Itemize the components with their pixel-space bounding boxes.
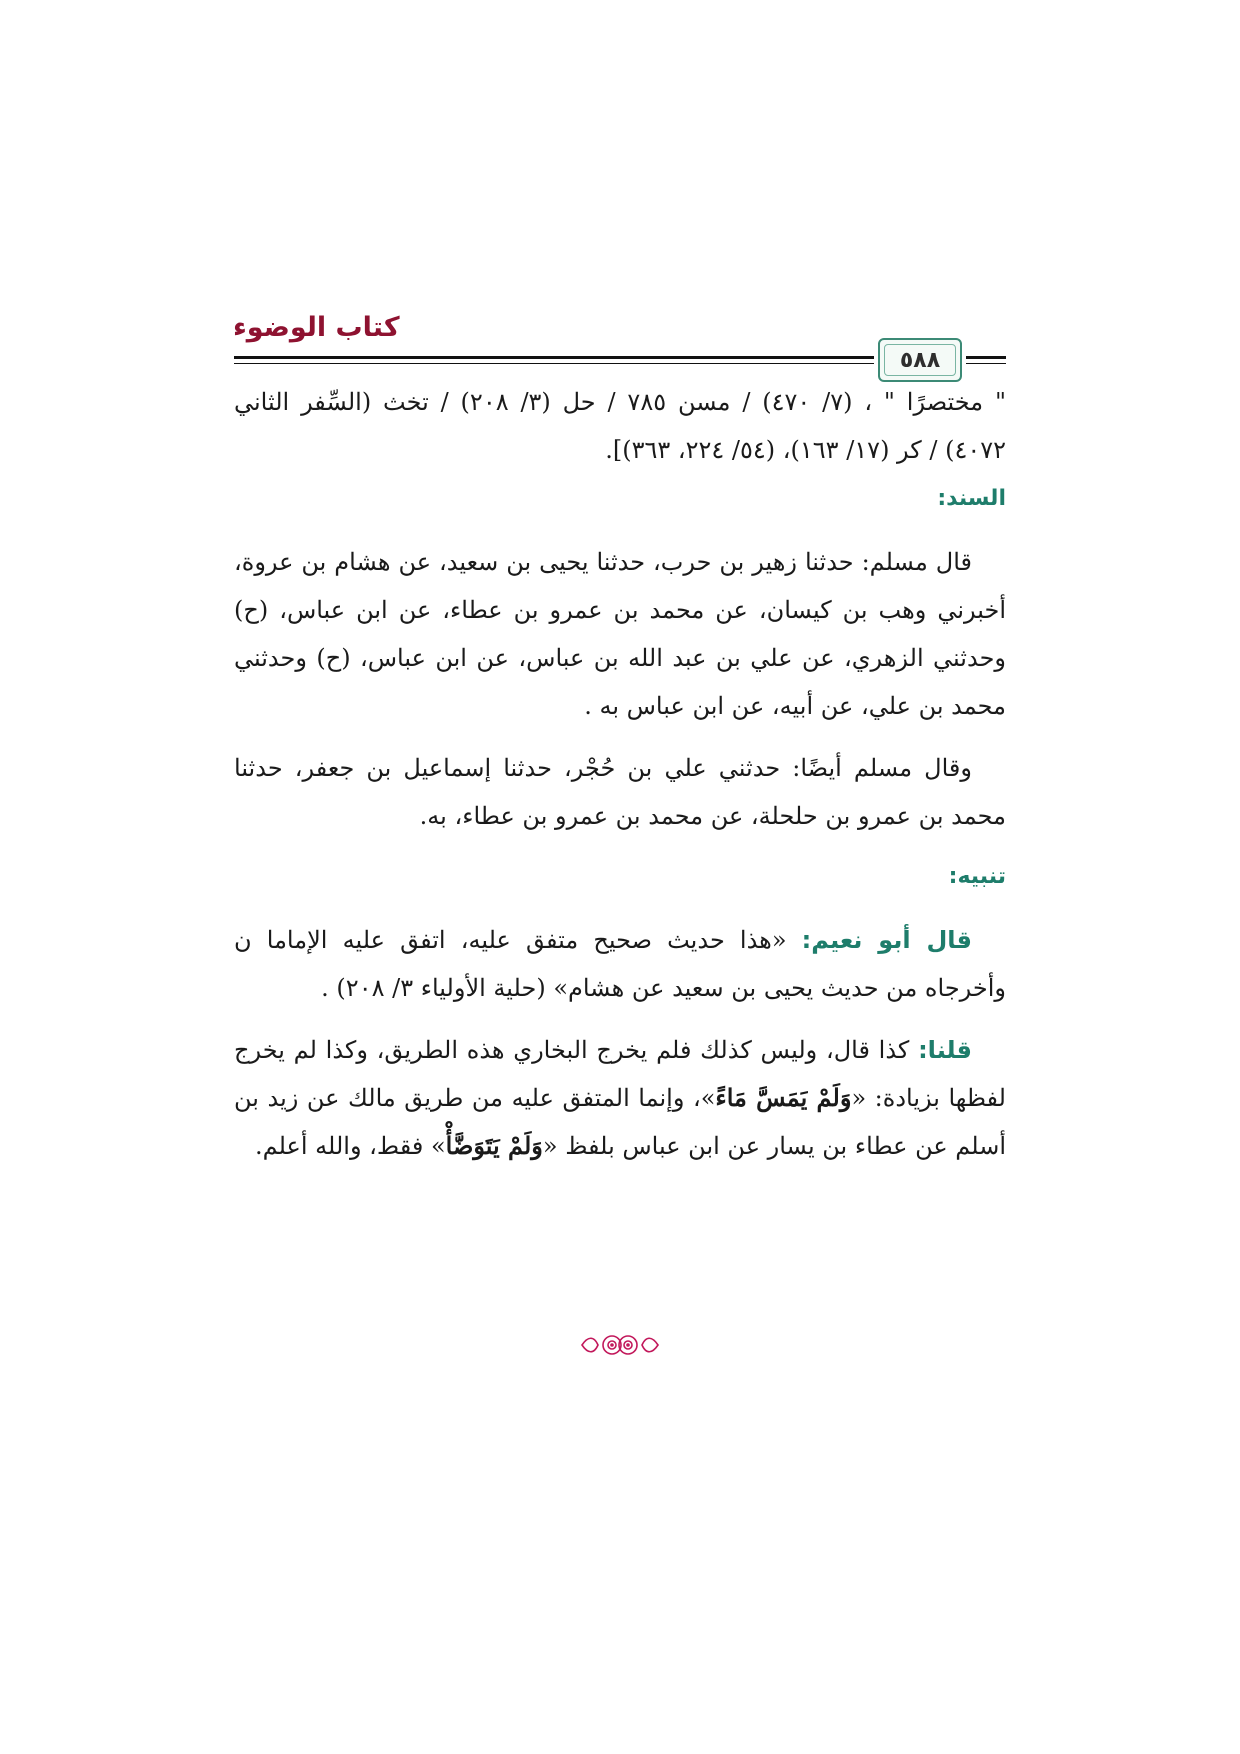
qulna-lead: قلنا: xyxy=(918,1036,972,1064)
sanad-heading: السند: xyxy=(937,486,1006,511)
abu-nuaym-text: «هذا حديث صحيح متفق عليه، اتفق عليه الإماما ن وأخرجاه من حديث يحيى بن سعيد عن هشام» (حلية الأولياء ٣/ ٢٠٨) . xyxy=(234,926,1006,1002)
ornament-divider-icon xyxy=(580,1330,660,1360)
sanad-paragraph-2: وقال مسلم أيضًا: حدثني علي بن حُجْر، حدثنا إسماعيل بن جعفر، حدثنا محمد بن عمرو بن حلحلة، عن محمد بن عمرو بن عطاء، به. xyxy=(234,754,1006,830)
qulna-text-2: »، وإنما المتفق عليه من طريق مالك عن زيد بن أسلم عن عطاء بن يسار عن ابن عباس بلفظ « xyxy=(234,1084,1006,1160)
qulna-paragraph xyxy=(234,1026,1006,1170)
qulna-text-1: كذا قال، وليس كذلك فلم يخرج البخاري هذه الطريق، وكذا لم يخرج لفظها بزيادة: « xyxy=(234,1036,1006,1112)
tanbih-heading: تنبيه: xyxy=(948,864,1006,889)
header-rule-right-thin xyxy=(966,363,1006,364)
qulna-text-3: » فقط، والله أعلم. xyxy=(255,1132,446,1160)
qulna-quote-2: وَلَمْ يَتَوَضَّأْ xyxy=(445,1131,543,1160)
qulna-quote-1: وَلَمْ يَمَسَّ مَاءً xyxy=(715,1083,852,1112)
book-title: كتاب الوضوء xyxy=(233,312,400,343)
page-number: ٥٨٨ xyxy=(899,347,941,373)
page-number-frame xyxy=(878,338,962,382)
sanad-paragraph-1: قال مسلم: حدثنا زهير بن حرب، حدثنا يحيى بن سعيد، عن هشام بن عروة، أخبرني وهب بن كيسان، عن محمد بن عمرو بن عطاء، عن ابن عباس، (ح) وحدثني الزهري، عن علي بن عبد الله بن عباس، عن ابن عباس، (ح) وحدثني محمد بن علي، عن أبيه، عن ابن عباس به . xyxy=(234,548,1006,720)
header-rule-thin xyxy=(234,363,874,364)
citation-paragraph: " مختصرًا " ، (٧/ ٤٧٠) / مسن ٧٨٥ / حل (٣/ ٢٠٨) / تخث (السِّفر الثاني ٤٠٧٢) / كر (١٧/ ١٦٣)، (٥٤/ ٢٢٤، ٣٦٣)]. xyxy=(234,388,1007,464)
header-rule xyxy=(234,356,874,359)
abu-nuaym-lead: قال أبو نعيم: xyxy=(801,926,973,954)
header-rule-right xyxy=(966,356,1006,359)
abu-nuaym-paragraph xyxy=(234,916,1006,1012)
page-content xyxy=(234,378,1006,1170)
